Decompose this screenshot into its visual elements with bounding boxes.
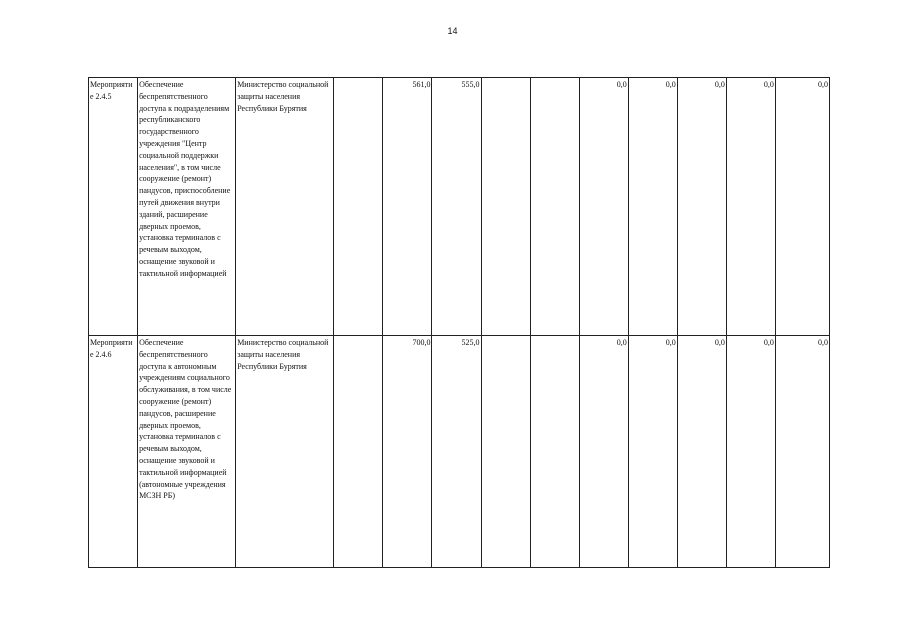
value-cell: 0,0 [628, 336, 677, 568]
value-cell [481, 336, 530, 568]
value-cell [481, 78, 530, 336]
value-cell: 561,0 [383, 78, 432, 336]
value-cell: 525,0 [432, 336, 481, 568]
value-cell [530, 78, 579, 336]
value-cell: 0,0 [726, 78, 775, 336]
page-number: 14 [447, 26, 458, 36]
executor-cell: Министерство социальной защиты населения Республики Бурятия [236, 336, 334, 568]
executor-cell: Министерство социальной защиты населения Республики Бурятия [236, 78, 334, 336]
measure-description-cell: Обеспечение беспрепятственного доступа к подразделениям республиканского государственного учреждения "Центр социальной поддержки населения", в том числе сооружение (ремонт) пандусов, приспособление путей движения внутри зданий, расширение дверных проемов, установка терминалов с речевым выходом, оснащение звуковой и тактильной информацией [138, 78, 236, 336]
value-cell: 0,0 [726, 336, 775, 568]
value-cell: 555,0 [432, 78, 481, 336]
value-cell: 0,0 [579, 78, 628, 336]
table-row [89, 336, 830, 568]
value-cell [334, 78, 383, 336]
measure-code-cell: Мероприятие 2.4.5 [89, 78, 138, 336]
value-cell [334, 336, 383, 568]
measures-table [88, 77, 830, 568]
value-cell: 0,0 [775, 336, 829, 568]
value-cell: 0,0 [628, 78, 677, 336]
value-cell: 0,0 [677, 336, 726, 568]
measure-code-cell: Мероприятие 2.4.6 [89, 336, 138, 568]
table-row [89, 78, 830, 336]
measure-description-cell: Обеспечение беспрепятственного доступа к автономным учреждениям социального обслуживания, в том числе сооружение (ремонт) пандусов, расширение дверных проемов, установка терминалов с речевым выходом, оснащение звуковой и тактильной информацией (автономные учреждения МСЗН РБ) [138, 336, 236, 568]
value-cell: 0,0 [677, 78, 726, 336]
value-cell: 0,0 [775, 78, 829, 336]
value-cell: 0,0 [579, 336, 628, 568]
value-cell: 700,0 [383, 336, 432, 568]
value-cell [530, 336, 579, 568]
